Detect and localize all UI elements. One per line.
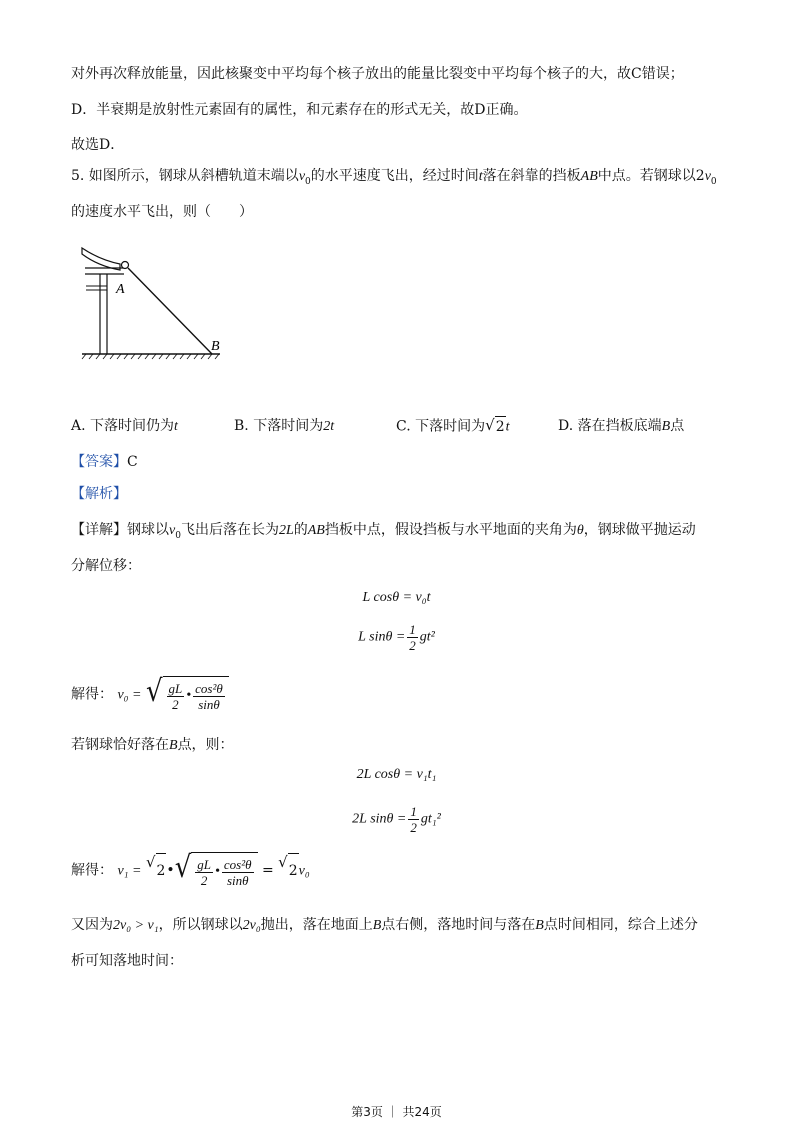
chute-curve xyxy=(82,248,120,270)
ground-hatching xyxy=(82,354,219,359)
paragraph-1: 对外再次释放能量，因此核聚变中平均每个核子放出的能量比裂变中平均每个核子的大，故C错误； xyxy=(71,66,684,82)
option-c: C. 下落时间为 √ 2 t xyxy=(396,416,510,435)
answer-line: 【答案】C xyxy=(71,454,138,470)
solve-line-2: 解得： v₁ = √ 2 • √ $\frac{gL}{2}$ • $\frac{\text{cos²θ}}{\sin\theta}$ = √ 2 v₀ xyxy=(71,850,310,888)
line-land-at-B: 若钢球恰好落在B点，则： xyxy=(71,737,234,753)
detail-line-1: 【详解】钢球以$v_0$飞出后落在长为2L的AB挡板中点，假设挡板与水平地面的夹角为θ，钢球做平抛运动 xyxy=(71,522,696,541)
figure-ramp-diagram xyxy=(80,238,230,363)
equation-4: 2L sinθ = $\frac{1}{2}$ gt₁² xyxy=(352,804,441,835)
equation-2: L sinθ = $\frac{1}{2}$ gt² xyxy=(358,622,435,653)
equation-3: 2L cosθ = v₁t₁ xyxy=(356,767,437,782)
baffle-AB xyxy=(128,268,212,354)
equation-1: L cosθ = v₀t xyxy=(362,590,431,605)
label-A: A xyxy=(116,282,125,297)
analysis-heading: 【解析】 xyxy=(71,486,127,502)
option-d: D. 落在挡板底端B点 xyxy=(558,418,685,434)
paragraph-2: D．半衰期是放射性元素固有的属性，和元素存在的形式无关，故D正确。 xyxy=(71,102,528,118)
page-footer: 第3页 ｜ 共24页 xyxy=(351,1105,442,1119)
steel-ball xyxy=(122,262,129,269)
option-b: B. 下落时间为2t xyxy=(234,418,335,434)
final-line-2: 析可知落地时间： xyxy=(71,953,183,969)
detail-line-2: 分解位移： xyxy=(71,558,141,574)
question-5-line-2: 的速度水平飞出，则（ ） xyxy=(71,204,253,220)
question-5-line-1: 5. 如图所示，钢球从斜槽轨道末端以$v_0$的水平速度飞出，经过时间t落在斜靠的挡板AB中点。若钢球以$2v_0$ xyxy=(71,168,717,187)
paragraph-3: 故选D． xyxy=(71,137,125,153)
solve-line-1: 解得： v₀ = √ $\frac{gL}{2}$ • $\frac{\text{cos²θ}}{\sin\theta}$ xyxy=(71,676,229,713)
option-a: A. 下落时间仍为t xyxy=(71,418,178,434)
final-line-1: 又因为2v₀ > v₁，所以钢球以2v₀抛出，落在地面上B点右侧，落地时间与落在B点时间相同，综合上述分 xyxy=(71,917,698,933)
label-B: B xyxy=(211,339,220,354)
